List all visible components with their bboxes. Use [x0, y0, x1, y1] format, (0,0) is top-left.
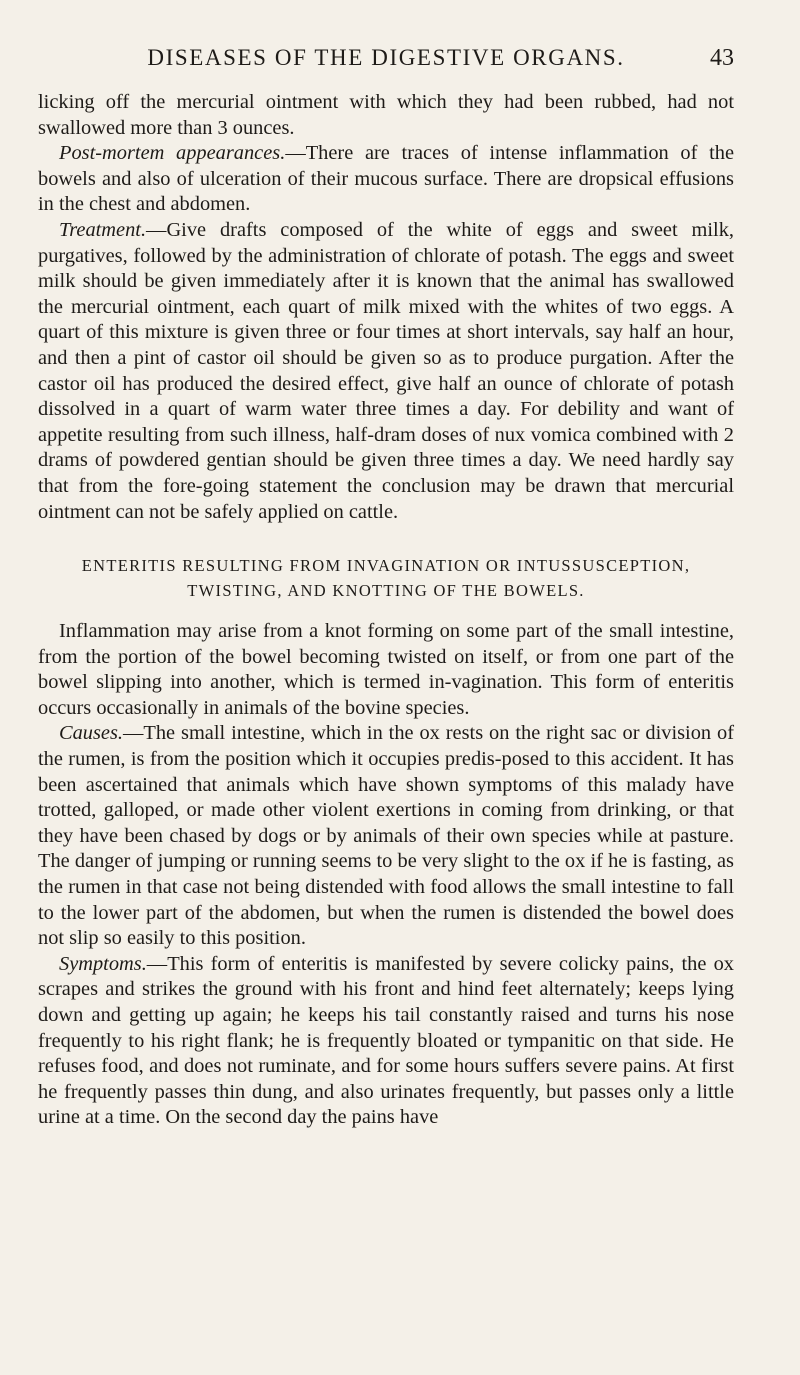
page-body	[38, 90, 734, 1131]
paragraph-continuation	[38, 90, 734, 141]
page-number: 43	[710, 45, 734, 71]
paragraph-lead: Symptoms.	[59, 952, 147, 975]
paragraph-text: —There are traces of intense inflammation of the bowels and also of ulceration of their mucous surface. There are dropsical effusions in the chest and abdomen.	[38, 142, 735, 216]
paragraph-causes	[38, 721, 734, 951]
paragraph-text: —Give drafts composed of the white of eggs and sweet milk, purgatives, followed by the administration of chlorate of potash. The eggs and sweet milk should be given immediately after it is known that the animal has swallowed the mercurial ointment, each quart of milk mixed with the whites of two eggs. A quart of this mixture is given three or four times at short intervals, say half an hour, and then a pint of castor oil should be given so as to produce purgation. After the castor oil has produced the desired effect, give half an ounce of chlorate of potash dissolved in a quart of warm water three times a day. For debility and want of appetite resulting from such illness, half-dram doses of nux vomica combined with 2 drams of powdered gentian should be given three times a day. We need hardly say that from the fore-going statement the conclusion may be drawn that mercurial ointment can not be safely applied on cattle.	[38, 218, 734, 523]
page-header	[38, 38, 734, 78]
paragraph-text: —The small intestine, which in the ox rests on the right sac or division of the rumen, is from the position which it occupies predis-posed to this accident. It has been ascertained that animals which have shown symptoms of this malady have trotted, galloped, or made other violent exertions in coming from drinking, or that they have been chased by dogs or by animals of their own species while at pasture. The danger of jumping or running seems to be very slight to the ox if he is fasting, as the rumen in that case not being distended with food allows the small intestine to fall to the lower part of the abdomen, but when the rumen is distended the bowel does not slip so easily to this position.	[38, 722, 734, 950]
paragraph-text: licking off the mercurial ointment with which they had been rubbed, had not swallowed more than 3 ounces.	[38, 91, 734, 139]
paragraph-text: Inflammation may arise from a knot forming on some part of the small intestine, from the portion of the bowel becoming twisted on itself, or from one part of the bowel slipping into another, which is termed in-vagination. This form of enteritis occurs occasionally in animals of the bovine species.	[38, 620, 734, 719]
running-head: DISEASES OF THE DIGESTIVE ORGANS.	[147, 45, 625, 70]
paragraph-intro	[38, 619, 734, 721]
section-heading: ENTERITIS RESULTING FROM INVAGINATION OR INTUSSUSCEPTION, TWISTING, AND KNOTTING OF THE BOWELS.	[81, 556, 691, 601]
paragraph-treatment	[38, 218, 734, 525]
paragraph-lead: Post-mortem appearances.	[59, 142, 286, 165]
paragraph-symptoms	[38, 952, 734, 1131]
paragraph-lead: Treatment.	[59, 218, 147, 241]
paragraph-post-mortem	[38, 141, 734, 218]
paragraph-lead: Causes.	[59, 722, 124, 745]
paragraph-text: —This form of enteritis is manifested by severe colicky pains, the ox scrapes and strikes the ground with his front and hind feet alternately; keeps lying down and getting up again; he keeps his tail constantly raised and turns his nose frequently to his right flank; he is frequently bloated or tympanitic on that side. He refuses food, and does not ruminate, and for some hours suffers severe pains. At first he frequently passes thin dung, and also urinates frequently, but passes only a little urine at a time. On the second day the pains have	[38, 952, 734, 1129]
